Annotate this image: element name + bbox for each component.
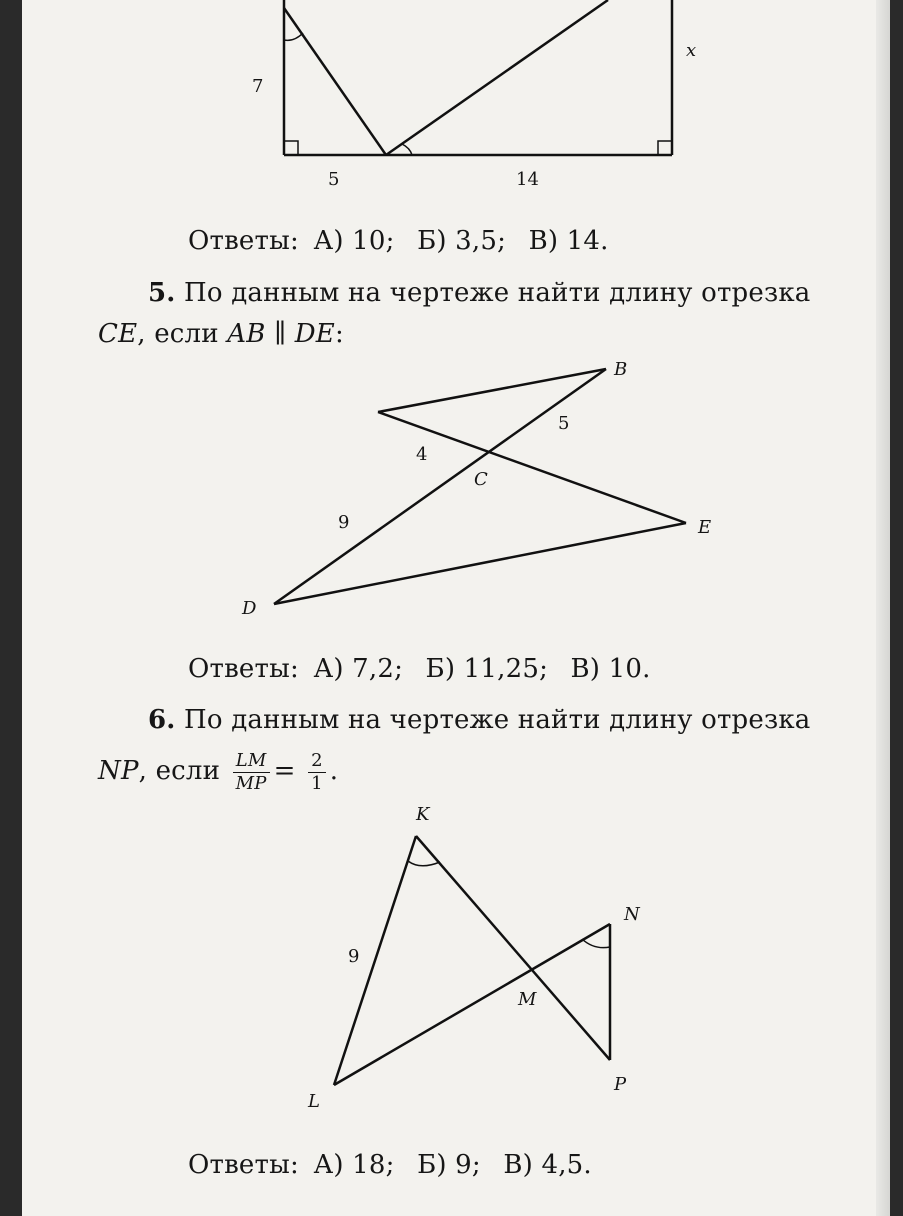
label-length-4: 4 <box>416 444 428 465</box>
label-point-M: M <box>518 989 537 1010</box>
label-point-N: N <box>624 904 640 925</box>
value-denominator: 1 <box>311 772 323 794</box>
answers-prefix: Ответы: <box>188 654 299 684</box>
label-point-L: L <box>308 1091 320 1112</box>
problem5-colon: : <box>334 319 344 349</box>
label-length-5: 5 <box>558 413 570 434</box>
label-length-9: 9 <box>348 946 360 967</box>
label-point-P: P <box>614 1074 627 1095</box>
answer-b: Б) 11,25; <box>425 654 549 684</box>
label-point-B: B <box>614 359 628 380</box>
problem6-text: По данным на чертеже найти длину отрезка <box>184 705 811 735</box>
answer-a: А) 7,2; <box>313 654 404 684</box>
problem5-text: По данным на чертеже найти длину отрезка <box>184 278 811 308</box>
answer-c: В) 10. <box>570 654 651 684</box>
answer-b: Б) 3,5; <box>417 226 507 256</box>
angle-arc-N <box>582 939 610 948</box>
answer-a: А) 10; <box>313 226 395 256</box>
fraction-denominator: MP <box>235 772 267 794</box>
answers-prefix: Ответы: <box>188 226 299 256</box>
label-point-K: K <box>416 804 430 825</box>
problem6-answers <box>188 1150 592 1180</box>
segment-KL <box>334 836 416 1085</box>
problem6-if: , если <box>138 756 221 786</box>
problem5-if: , если <box>137 319 219 349</box>
page-edge <box>876 0 890 1216</box>
label-side-x: x <box>686 40 697 61</box>
answer-c: В) 14. <box>528 226 609 256</box>
textbook-page <box>22 0 890 1216</box>
angle-arc-K <box>408 861 440 866</box>
answer-b: Б) 9; <box>417 1150 481 1180</box>
answer-a: А) 18; <box>313 1150 395 1180</box>
label-point-D: D <box>242 598 257 619</box>
equals-sign: = <box>273 756 296 786</box>
problem5-number: 5. <box>148 278 176 308</box>
problem5-condition: AB ∥ DE <box>227 319 335 349</box>
answers-prefix: Ответы: <box>188 1150 299 1180</box>
problem6-period: . <box>329 756 339 786</box>
problem6-number: 6. <box>148 705 176 735</box>
problem6-figure <box>22 0 890 1120</box>
problem5-segment: CE <box>98 319 138 349</box>
answer-c: В) 4,5. <box>503 1150 592 1180</box>
label-bottom-14: 14 <box>516 169 539 190</box>
value-numerator: 2 <box>308 751 326 773</box>
label-side-7: 7 <box>252 76 264 97</box>
label-bottom-5: 5 <box>328 169 340 190</box>
label-point-C: C <box>474 469 488 490</box>
problem6-segment: NP <box>98 756 139 786</box>
label-point-E: E <box>698 517 712 538</box>
segment-KP <box>416 836 610 1060</box>
label-length-9: 9 <box>338 512 350 533</box>
fraction-numerator: LM <box>233 751 270 773</box>
segment-LN <box>334 924 610 1085</box>
